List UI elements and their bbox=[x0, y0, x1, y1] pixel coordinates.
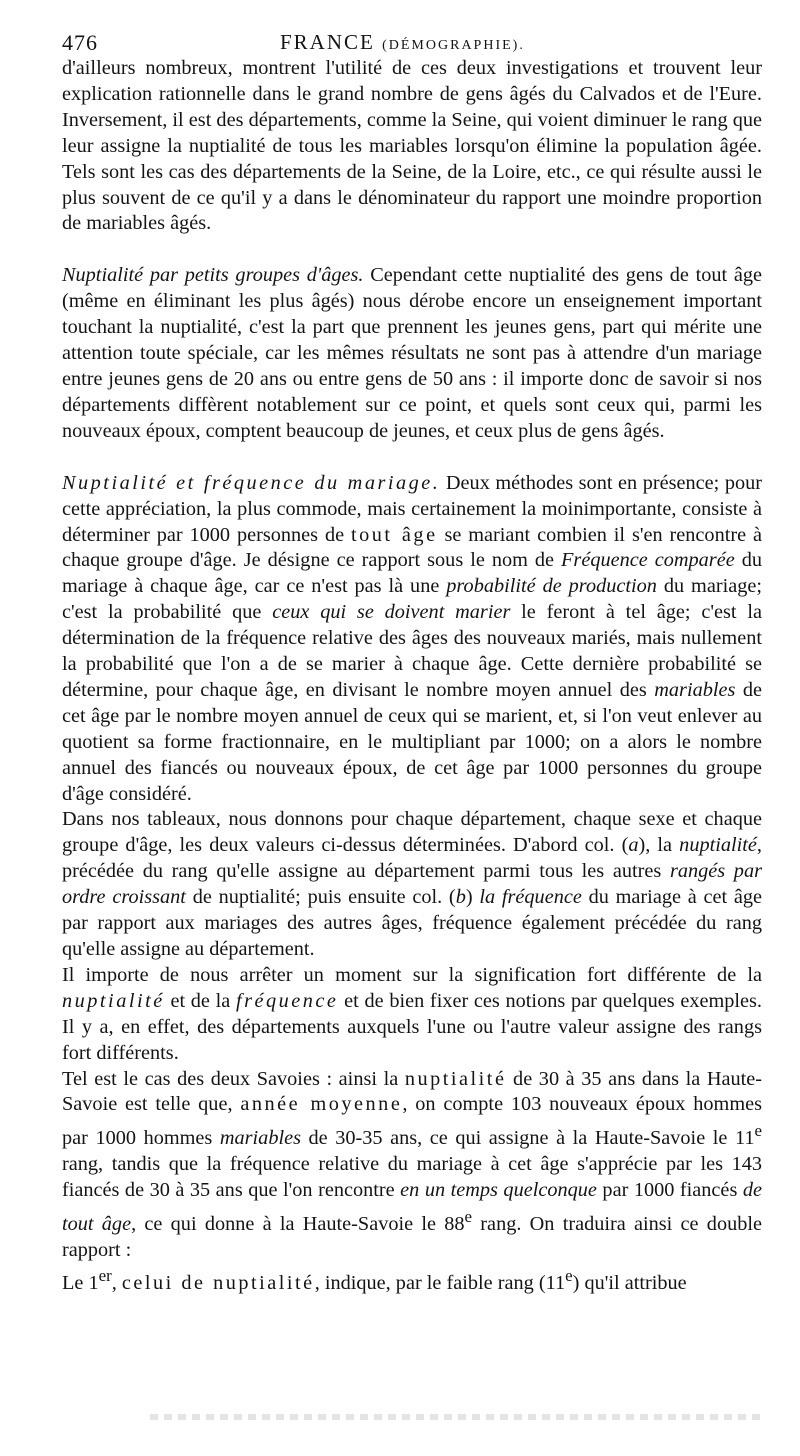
spaced-italic-text: fréquence bbox=[235, 989, 339, 1012]
text-run: , bbox=[111, 1272, 122, 1295]
text-run: Tel est le cas des deux Savoies : ainsi la bbox=[62, 1067, 405, 1090]
text-run: Le 1 bbox=[62, 1272, 99, 1295]
paragraph-6 bbox=[62, 1067, 762, 1264]
paragraph-5 bbox=[62, 963, 762, 1067]
spaced-text: tout âge bbox=[350, 523, 438, 546]
running-title-sub: (DÉMOGRAPHIE). bbox=[382, 38, 525, 53]
italic-text: Fréquence comparée bbox=[561, 549, 735, 572]
superscript: e bbox=[464, 1206, 473, 1226]
italic-text: b bbox=[455, 886, 466, 909]
italic-text: rangés par ordre croissant bbox=[62, 860, 762, 909]
italic-text: a bbox=[628, 834, 639, 857]
spaced-text: nuptialité bbox=[404, 1067, 507, 1090]
text-run: , indique, par le faible rang (11 bbox=[314, 1272, 566, 1295]
paragraph-3 bbox=[62, 471, 762, 808]
text-run: rang. On traduira ainsi ce double rapport : bbox=[62, 1212, 762, 1261]
text-run: se mariant combien il s'en rencontre à chaque groupe d'âge. Je désigne ce rapport sous le nom de bbox=[62, 523, 762, 572]
text-run: le feront à tel âge; c'est la détermination de la fréquence relative des âges des nouveaux mariés, mais nullement la probabilité que l'on a de se marier à chaque âge. Cette dernière probabilité se détermine, pour chaque âge, en divisant le nombre moyen annuel des bbox=[62, 601, 762, 701]
superscript: e bbox=[565, 1266, 573, 1286]
text-run: par 1000 fiancés bbox=[596, 1178, 743, 1201]
italic-text: nuptialité bbox=[679, 834, 757, 857]
italic-text: de tout âge bbox=[62, 1178, 762, 1235]
italic-text: mariables bbox=[219, 1127, 301, 1150]
running-title bbox=[280, 30, 525, 55]
italic-text: la fréquence bbox=[479, 886, 582, 909]
text-run: Deux méthodes sont en présence; pour cette appréciation, la plus commode, mais certainement la moinimportante, consiste à déterminer par 1000 personnes de bbox=[62, 471, 762, 546]
paragraph-2 bbox=[62, 263, 762, 444]
paragraph-1: d'ailleurs nombreux, montrent l'utilité de ces deux investigations et trouvent leur explication rationnelle dans le grand nombre de gens âgés du Calvados et de l'Eure. Inversement, il est des départements, comme la Seine, qui voient diminuer le rang que leur assigne la nuptialité de tous les mariables lorsqu'on élimine la population âgée. Tels sont les cas des départements de la Seine, de la Loire, etc., ce qui résulte aussi le plus souvent de ce qu'il y a dans le dénominateur du rapport une moindre proportion de mariables âgés. bbox=[62, 57, 762, 235]
bleed-through-line bbox=[150, 1414, 760, 1420]
text-run: et de bien fixer ces notions par quelques exemples. Il y a, en effet, des départements auxquels l'une ou l'autre valeur assigne des rangs fort différents. bbox=[62, 989, 762, 1064]
text-run: de nuptialité; puis ensuite col. ( bbox=[185, 886, 456, 909]
text-run: rang, tandis que la fréquence relative du mariage à cet âge s'apprécie par les 143 fiancés de 30 à 35 ans que l'on rencontre bbox=[62, 1153, 762, 1201]
superscript: er bbox=[98, 1266, 112, 1286]
spaced-text: année moyenne bbox=[240, 1093, 403, 1116]
italic-text: ceux qui se doivent marier bbox=[272, 601, 511, 624]
italic-text: mariables bbox=[654, 678, 736, 701]
italic-text: en un temps quelconque bbox=[400, 1178, 597, 1201]
spaced-italic-text: nuptialité bbox=[62, 989, 165, 1012]
text-run: du mariage; c'est la probabilité que bbox=[62, 575, 763, 624]
text-run: ) qu'il attribue bbox=[572, 1272, 687, 1295]
spaced-text: celui de nuptialité bbox=[121, 1272, 315, 1295]
text-run: de 30 à 35 ans dans la Haute-Savoie est telle que, bbox=[62, 1067, 763, 1116]
paragraph-7 bbox=[62, 1263, 762, 1297]
text-run: et de la bbox=[164, 989, 236, 1012]
superscript: e bbox=[754, 1121, 762, 1141]
text-run: du mariage à chaque âge, car ce n'est pas là une bbox=[62, 549, 762, 598]
text-run: Il importe de nous arrêter un moment sur la signification fort différente de la bbox=[62, 963, 762, 986]
section-heading-frequence: Nuptialité et fréquence du mariage. bbox=[62, 471, 441, 494]
text-run: , précédée du rang qu'elle assigne au département parmi tous les autres bbox=[62, 834, 762, 883]
text-run: ) bbox=[465, 886, 480, 909]
text-run: de 30-35 ans, ce qui assigne à la Haute-Savoie le 11 bbox=[300, 1127, 755, 1150]
paragraph-2-body: Cependant cette nuptialité des gens de tout âge (même en éliminant les plus âgés) nous dérobe encore un enseignement important touchant la nuptialité, c'est la part que prennent les jeunes gens, part qui mérite une attention toute spéciale, car les mêmes résultats ne sont pas à attendre d'un mariage entre jeunes gens de 20 ans ou entre gens de 50 ans : il importe donc de savoir si nos départements diffèrent notablement sur ce point, et quels sont ceux qui, parmi les nouveaux époux, comptent beaucoup de jeunes, et ceux plus de gens âgés. bbox=[62, 264, 763, 442]
text-run: , on compte 103 nouveaux époux hommes par 1000 hommes bbox=[62, 1093, 763, 1150]
text-run: de cet âge par le nombre moyen annuel de ceux qui se marient, et, si l'on veut enlever au quotient sa forme fractionnaire, en le multipliant par 1000; on a alors le nombre annuel des fiancés ou nouveaux époux, de cet âge par 1000 personnes du groupe d'âge considéré. bbox=[62, 678, 762, 805]
text-run: Dans nos tableaux, nous donnons pour chaque département, chaque sexe et chaque groupe d'âge, les deux valeurs ci-dessus déterminées. D'abord col. ( bbox=[62, 808, 762, 857]
running-header bbox=[62, 28, 762, 56]
italic-text: probabilité de production bbox=[446, 575, 657, 598]
text-run: du mariage à cet âge par rapport aux mariages des autres âges, fréquence également précédée du rang qu'elle assigne au département. bbox=[62, 886, 763, 960]
running-title-main: FRANCE bbox=[280, 30, 375, 54]
text-run: , ce qui donne à la Haute-Savoie le 88 bbox=[131, 1212, 465, 1235]
page-number: 476 bbox=[62, 30, 98, 55]
paragraph-4 bbox=[62, 807, 762, 962]
text-run: ), la bbox=[638, 834, 680, 857]
section-heading-petits-groupes: Nuptialité par petits groupes d'âges. bbox=[62, 264, 364, 287]
